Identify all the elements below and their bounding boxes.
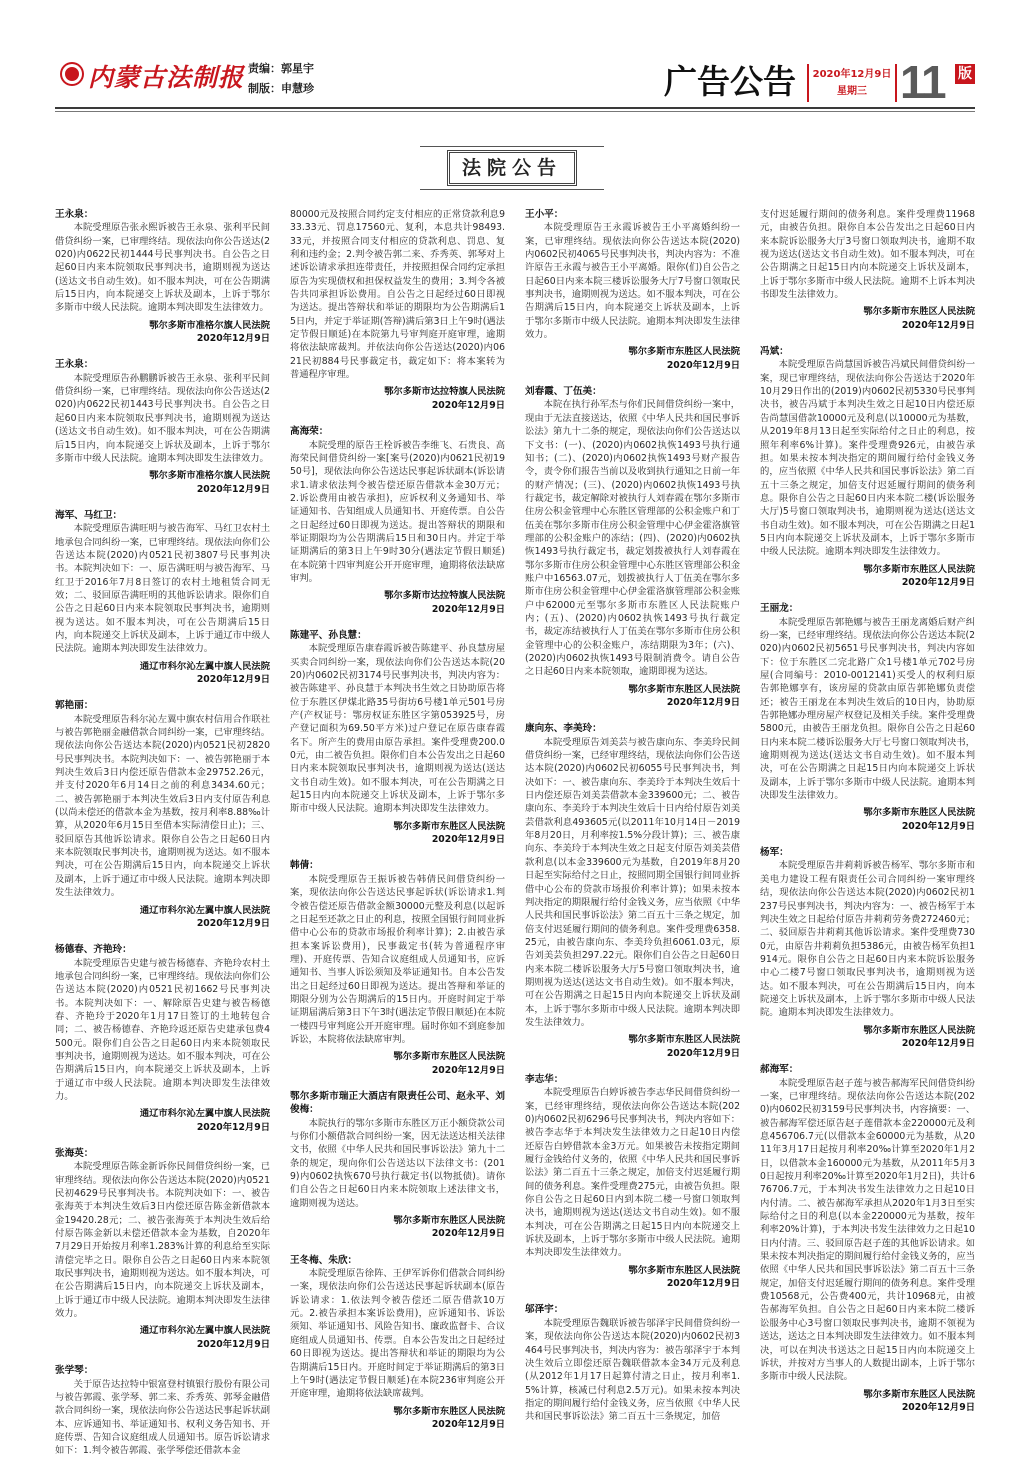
notice-body: 本院受理原告魏联诉被告邬泽宇民间借贷纠纷一案，现依法向你公告送达本院(2020)内0602民初3464号民事判决书，判决内容为：被告邬泽宇于本判决生效后立即偿还原告魏联借款本金34万元及利息(从2012年1月17日起算付清之日止，按月利率1.5%计算，核减已付利息2.5万元)。如果未按本判决指定的期间履行给付金钱义务，应当依照《中华人民共和国民事诉讼法》第二百五十三条规定，加倍 (525, 1317, 740, 1423)
issue-date-box (807, 64, 897, 102)
notice-body: 本院受理原告郭艳娜与被告王丽龙离婚后财产纠纷一案，已经审理终结。现依法向你公告送达本院(2020)内0602民初5651号民事判决书，判决内容如下：位于东胜区二完北路广众1号楼1单元702号房屋(合同编号：2010-0012141)买受人的权利归原告郭艳娜享有，该房屋的贷款由原告郭艳娜负责偿还；被告王丽龙在本判决生效后的10日内，协助原告郭艳娜办理房屋产权登记及相关手续。案件受理费5800元，由被告王丽龙负担。限你自公告之日起60日内来本院二楼诉讼服务大厅七号窗口领取判决书，逾期则视为送达(送达文书自动生效)。如不服本判决，可在公告期满之日起15日内向本院递交上诉状及副本，上诉于鄂尔多斯市中级人民法院。逾期本判决即发生法律效力。 (760, 616, 975, 802)
notice-date: 2020年12月9日 (901, 576, 975, 588)
notice-addressee: 王永泉： (55, 359, 94, 371)
notice-continuation (760, 208, 975, 332)
notice-column-3 (525, 208, 740, 1458)
notice-body: 本院受理原告孙鹏鹏诉被告王永泉、张利平民间借贷纠纷一案，已审理终结。现依法向你公告送达(2020)内0622民初1443号民事判决书。自公告之日起60日内来本院领取民事判决书，逾期则视为送达(送达文书自动生效)。如不服本判决，可在公告期满后15日内，向本院递交上诉状及副本，上诉于鄂尔多斯市中级人民法院。逾期本判决即发生法律效力。 (55, 372, 270, 464)
court-notice (290, 425, 505, 616)
notice-body: 本院受理原告尚慧国诉被告冯斌民间借贷纠纷一案，现已审理终结，现依法向你公告送达于2020年10月29日作出的(2019)内0602民初5330号民事判决书，被告冯斌于本判决生效之日起10日内偿还原告尚慧国借款10000元及利息(以10000元为基数，从2019年8月13日起至实际给付之日止的利息，按照年利率6%计算)。案件受理费926元，由被告承担。如果未按本判决指定的期间履行给付金钱义务的，应当依照《中华人民共和国民事诉讼法》第二百五十三条之规定，加倍支付迟延履行期间的债务利息。限你自公告之日起60日内来本院二楼(诉讼服务大厅)5号窗口领取判决书，逾期则视为送达(送达文书自动生效)。如不服本判决，可在公告期满之日起15日内向本院递交上诉状及副本，上诉于鄂尔多斯市中级人民法院。逾期本判决即发生法律效力。 (760, 359, 975, 558)
notice-date: 2020年12月9日 (666, 359, 740, 371)
notice-addressee: 康向东、李美玲： (525, 723, 602, 735)
notice-addressee: 郝海军： (760, 1064, 799, 1076)
notice-court: 通辽市科尔沁左翼中旗人民法院 (139, 904, 270, 916)
layout-credit: 制版：申慧珍 (248, 82, 314, 95)
notice-addressee: 冯斌： (760, 346, 789, 358)
banner-rule-top (420, 146, 604, 147)
notice-court: 鄂尔多斯市东胜区人民法院 (628, 1264, 740, 1276)
court-notice (290, 859, 505, 1077)
court-notice (760, 846, 975, 1050)
notice-court: 鄂尔多斯市东胜区人民法院 (628, 1034, 740, 1046)
court-notice (290, 1254, 505, 1431)
notice-addressee: 高海荣： (290, 426, 329, 438)
notice-date: 2020年12月9日 (196, 483, 270, 495)
editor-credit: 责编：郭星宇 (248, 62, 314, 75)
notice-date: 2020年12月9日 (431, 1228, 505, 1240)
notice-continuation (290, 208, 505, 412)
court-notice (55, 358, 270, 495)
notice-date: 2020年12月9日 (431, 1064, 505, 1076)
notice-date: 2020年12月9日 (901, 319, 975, 331)
notice-court: 通辽市科尔沁左翼中旗人民法院 (139, 1325, 270, 1337)
notice-addressee: 张学琴： (55, 1365, 94, 1377)
court-notice (55, 1364, 270, 1457)
header-divider (55, 107, 975, 109)
notice-court: 鄂尔多斯市东胜区人民法院 (863, 1388, 975, 1400)
notice-date: 2020年12月9日 (666, 1047, 740, 1059)
notice-addressee: 张海英： (55, 1148, 94, 1159)
notice-date: 2020年12月9日 (666, 697, 740, 709)
notice-date: 2020年12月9日 (431, 399, 505, 411)
court-notice (760, 602, 975, 833)
notice-body: 本院受理原告陈金新诉你民间借贷纠纷一案，已审理终结。现依法向你公告送达本院(2020)内0521民初4629号民事判决书。本院判决如下：一、被告张海英于本判决生效后3日内偿还原告陈金新借款本金19420.28元；二、被告张海英于本判决生效后给付原告陈金新以未偿还借款本金为基数，自2020年7月29日开始按月利率1.283%计算的利息给至实际清偿完毕之日。限你自公告之日起60日内来本院领取民事判决书，逾期则视为送达。如不服本判决，可在公告期满后15日内，向本院递交上诉状及副本，上诉于通辽市中级人民法院。逾期本判决即发生法律效力。 (55, 1161, 270, 1320)
court-notice (525, 385, 740, 709)
notice-body: 本院受理原告史建与被告杨德春、齐艳玲农村土地承包合同纠纷一案，已审理终结。现依法向你们公告送达本院(2020)内0521民初1662号民事判决书。本院判决如下：一、解除原告史建与被告杨德春、齐艳玲于2020年1月17日签订的土地转包合同；二、被告杨德春、齐艳玲返还原告史建承包费4500元。限你们自公告之日起60日内来本院领取民事判决书，逾期则视为送达。如不服本判决，可在公告期满后15日内，向本院递交上诉状及副本，上诉于通辽市中级人民法院。逾期本判决即发生法律效力。 (55, 957, 270, 1102)
notice-addressee: 杨德春、齐艳玲： (55, 944, 132, 956)
notice-column-1 (55, 208, 270, 1458)
court-notice (55, 208, 270, 345)
page-suffix: 版 (955, 64, 975, 84)
notice-date: 2020年12月9日 (196, 1121, 270, 1133)
notice-court: 鄂尔多斯市东胜区人民法院 (863, 563, 975, 575)
notice-date: 2020年12月9日 (666, 1278, 740, 1290)
notice-addressee: 海军、马红卫： (55, 509, 123, 521)
page-number: 11 (900, 56, 945, 108)
notice-court: 鄂尔多斯市东胜区人民法院 (863, 1024, 975, 1036)
notice-addressee: 杨军： (760, 847, 789, 859)
notice-body: 本院受理原告王振诉被告韩倩民间借贷纠纷一案，现依法向你公告送达民事起诉状(诉讼请求1.判令被告偿还原告借款金额30000元整及利息(以起诉之日起至还款之日止的利息，按照全国银行间同业拆借中心公布的贷款市场报价利率计算)；2.由被告承担本案诉讼费用)，民事裁定书(转为普通程序审理)、开庭传票、告知合议庭组成人员通知书，应诉通知书、当事人诉讼须知及举证通知书。自本公告发出之日起经过60日即视为送达。提出答辩和举证的期限分别为公告期满后的15日内。开庭时间定于举证期届满后第3日下午3时(遇法定节假日顺延)在本院一楼四号审判庭公开开庭审理。届时你如不到庭参加诉讼，本院将依法缺席审判。 (290, 873, 505, 1045)
notice-addressee: 鄂尔多斯市瑞正大酒店有限责任公司、赵永平、刘俊梅： (290, 1090, 505, 1116)
court-notice (55, 509, 270, 686)
newspaper-emblem-icon (62, 64, 82, 84)
notice-court: 鄂尔多斯市准格尔旗人民法院 (149, 319, 270, 331)
court-notice (55, 1147, 270, 1351)
header-divider-thin (55, 111, 975, 112)
notice-body: 本院受理原告刘美芸与被告康向东、李美玲民间借贷纠纷一案，已经审理终结，现依法向你们公告送达本院(2020)内0602民初6055号民事判决书，判决如下：一、被告康向东、李美玲于本判决生效后十日内偿还原告刘美芸借款本金339600元；二、被告康向东、李美玲于本判决生效后十日内给付原告刘美芸借款利息493605元(以2011年10月14日－2019年8月20日，月利率按1.5%分段计算)；三、被告康向东、李美玲于本判决生效之日起支付原告刘美芸借款利息(以本金339600元为基数，自2019年8月20日起至实际给付之日止，按照同期全国银行间同业拆借中心公布的贷款市场报价利率计算)；如果未按本判决指定的期限履行给付金钱义务，应当依照《中华人民共和国民事诉讼法》第二百五十三条之规定，加倍支付迟延履行期间的债务利息。案件受理费6358.25元，由被告康向东、李美玲负担6061.03元，原告刘美芸负担297.22元。限你们自公告之日起60日内来本院二楼诉讼服务大厅5号窗口领取判决书，逾期则视为送达(送达文书自动生效)。如不服本判决，可在公告期满之日起15日内向本院递交上诉状及副本，上诉于鄂尔多斯市中级人民法院。逾期本判决即发生法律效力。 (525, 736, 740, 1028)
court-notice (525, 208, 740, 372)
notice-date: 2020年12月9日 (901, 820, 975, 832)
notice-date: 2020年12月9日 (431, 603, 505, 615)
notice-court: 鄂尔多斯市东胜区人民法院 (628, 346, 740, 358)
notice-addressee: 郭艳丽： (55, 700, 94, 712)
notice-date: 2020年12月9日 (196, 917, 270, 929)
notice-court: 鄂尔多斯市达拉特旗人民法院 (384, 590, 505, 602)
notice-court: 鄂尔多斯市东胜区人民法院 (393, 1051, 505, 1063)
issue-weekday: 星期三 (837, 86, 867, 97)
notice-date: 2020年12月9日 (901, 1037, 975, 1049)
notice-court: 鄂尔多斯市达拉特旗人民法院 (384, 386, 505, 398)
notice-body: 本院执行的鄂尔多斯市东胜区万正小额贷款公司与你们小额借款合同纠纷一案，因无法送达相关法律文书，依照《中华人民共和国民事诉讼法》第九十二条的规定，现向你们公告送达以下法律文书：(2019)内0602执恢670号执行裁定书(以物抵债)。请你们自公告之日起60日内来本院领取上述法律文书，逾期则视为送达。 (290, 1117, 505, 1209)
notice-addressee: 王丽龙： (760, 603, 799, 615)
notice-body: 本院受理原告白婷诉被告李志华民间借贷纠纷一案，已经审理终结，现依法向你公告送达本院(2020)内0602民初6296号民事判决书，判决内容如下：被告李志华于本判决发生法律效力之日起10日内偿还原告白婷借款本金3万元。如果被告未按指定期间履行金钱给付义务的，依照《中华人民共和国民事诉讼法》第二百五十三条之规定，加倍支付迟延履行期间的债务利息。案件受理费275元，由被告负担。限你自公告之日起60日内到本院二楼一号窗口领取判决书，逾期则视为送达(送达文书自动生效)。如不服本判决，可在公告期满之日起15日内向本院递交上诉状及副本，上诉于鄂尔多斯市中级人民法院。逾期本判决即发生法律效力。 (525, 1087, 740, 1259)
notice-date: 2020年12月9日 (196, 333, 270, 345)
notice-body: 本院受理原告科尔沁左翼中旗农村信用合作联社与被告郭艳丽金融借款合同纠纷一案，已审理终结。现依法向你公告送达本院(2020)内0521民初2820号民事判决书。本院判决如下：一、被告郭艳丽于本判决生效后3日内偿还原告借款本金29752.26元，并支付2020年6月14日之前的利息3434.60元；二、被告郭艳丽于本判决生效后3日内支付原告利息(以尚未偿还的借款本金为基数，按月利率8.88‰计算，从2020年6月15日至借本实际清偿日止)；三、驳回原告其他诉讼请求。限你自公告之日起60日内来本院领取民事判决书，逾期则视为送达。如不服本判决，可在公告期满后15日内，向本院递交上诉状及副本，上诉于通辽市中级人民法院。逾期本判决即发生法律效力。 (55, 713, 270, 899)
notice-body: 本院受理原告康春霞诉被告陈建平、孙良慧房屋买卖合同纠纷一案，现依法向你们公告送达本院(2020)内0602民初3174号民事判决书，判决内容为：被告陈建平、孙良慧于本判决书生效之日协助原告将位于东胜区伊煤北路35号街坊6号楼1单元501号房产(产权证号：鄂房权证东胜区字第053925号，房产登记面积为69.50平方米)过户登记在原告康春霞名下。所产生的费用由原告承担。案件受理费200.00元，由二被告负担。限你们自本公告发出之日起60日内来本院领取民事判决书，逾期则视为送达(送达文书自动生效)。如不服本判决，可在公告期满之日起15日内向本院递交上诉状及副本，上诉于鄂尔多斯市中级人民法院。逾期本判决即发生法律效力。 (290, 643, 505, 815)
notice-court: 鄂尔多斯市东胜区人民法院 (393, 1405, 505, 1417)
notice-body: 本院受理原告井莉莉诉被告杨军、鄂尔多斯市和美电力建设工程有限责任公司合同纠纷一案审理终结，现依法向你公告送达本院(2020)内0602民初1237号民事判决书，判决内容为：一、被告杨军于本判决生效之日起给付原告井莉莉劳务费272460元；二、驳回原告井莉莉其他诉讼请求。案件受理费7300元，由原告井莉莉负担5386元，由被告杨军负担1914元。限你自公告之日起60日内来本院诉讼服务中心二楼7号窗口领取民事判决书，逾期则视为送达。如不服本判决，可在公告期满后15日内，向本院递交上诉状及副本，上诉于鄂尔多斯市中级人民法院。逾期本判决即发生法律效力。 (760, 860, 975, 1019)
notice-court: 鄂尔多斯市东胜区人民法院 (863, 807, 975, 819)
notice-body: 支付迟延履行期间的债务利息。案件受理费11968元，由被告负担。限你自本公告发出之日起60日内来本院诉讼服务大厅3号窗口领取判决书，逾期不取视为送达(送达文书自动生效)。如不服本判决，可在公告期满之日起15日内向本院递交上诉状及副本，上诉于鄂尔多斯市中级人民法院。逾期不上诉本判决书即发生法律效力。 (760, 209, 975, 301)
notice-addressee: 陈建平、孙良慧： (290, 629, 367, 641)
notice-court: 鄂尔多斯市东胜区人民法院 (393, 820, 505, 832)
notice-body: 关于原告达拉特中银富登村镇银行股份有限公司与被告郭霞、张学琴、郭二来、乔秀英、郭琴金融借款合同纠纷一案，现依法向你公告送达民事起诉状副本、应诉通知书、举证通知书、权利义务告知书、开庭传票、告知合议庭组成人员通知书。原告诉讼请求如下：1.判令被告郭霞、张学琴偿还借款本金 (55, 1378, 270, 1457)
notice-body: 本院受理原告满旺明与被告海军、马红卫农村土地承包合同纠纷一案，已审理终结。现依法向你们公告送达本院(2020)内0521民初3807号民事判决书。本院判决如下：一、原告满旺明与被告海军、马红卫于2016年7月8日签订的农村土地租赁合同无效；二、驳回原告满旺明的其他诉讼请求。限你们自公告之日起60日内来本院领取民事判决书，逾期则视为送达。如不服本判决，可在公告期满后15日内，向本院递交上诉状及副本，上诉于通辽市中级人民法院。逾期本判决即发生法律效力。 (55, 523, 270, 655)
notice-date: 2020年12月9日 (431, 834, 505, 846)
court-notice (290, 629, 505, 847)
notice-court: 鄂尔多斯市东胜区人民法院 (628, 683, 740, 695)
notice-date: 2020年12月9日 (196, 1338, 270, 1350)
notice-addressee: 王永泉： (55, 209, 94, 220)
notice-addressee: 李志华： (525, 1073, 564, 1085)
notice-body: 本院受理原告张永熙诉被告王永泉、张利平民间借贷纠纷一案，已审理终结。现依法向你公告送达(2020)内0622民初1444号民事判决书。自公告之日起60日内来本院领取民事判决书，逾期则视为送达(送达文书自动生效)。如不服本判决，可在公告期满后15日内，向本院递交上诉状及副本，上诉于鄂尔多斯市中级人民法院。逾期本判决即发生法律效力。 (55, 222, 270, 314)
notice-addressee: 王冬梅、朱欣： (290, 1254, 358, 1266)
court-notice (290, 1090, 505, 1241)
notice-court: 鄂尔多斯市东胜区人民法院 (863, 306, 975, 318)
notice-court: 鄂尔多斯市东胜区人民法院 (393, 1215, 505, 1227)
court-notice (55, 699, 270, 930)
banner-rule-bottom (420, 189, 604, 190)
court-notice (760, 1063, 975, 1414)
notice-body: 本院受理原告赵子莲与被告郝海军民间借贷纠纷一案，已审理终结。现依法向你公告送达本院(2020)内0602民初3159号民事判决书，内容摘要：一、被告郝海军偿还原告赵子莲借款本金220000元及利息456706.7元(以借款本金60000元为基数，从2011年3月17日起按月利率20‰计算至2020年1月2日，以借款本金160000元为基数，从2011年5月30日起按月利率20‰计算至2020年1月2日)，共计676706.7元，于本判决书发生法律效力之日起10日内付清。二、被告郝海军承担从2020年1月3日至实际给付之日的利息(以本金220000元为基数，按年利率20%计算)，于本判决书发生法律效力之日起10日内付清。三、驳回原告赵子莲的其他诉讼请求。如果未按本判决指定的期间履行给付金钱义务的，应当依照《中华人民共和国民事诉讼法》第二百五十三条规定，加倍支付迟延履行期间的债务利息。案件受理费10568元，公告费400元，共计10968元，由被告郝海军负担。自公告之日起60日内来本院二楼诉讼服务中心3号窗口领取民事判决书，逾期不领视为送达，送达之日本判决即发生法律效力。如不服本判决，可以在判决书送达之日起15日内向本院递交上诉状，并按对方当事人的人数提出副本，上诉于鄂尔多斯市中级人民法院。 (760, 1077, 975, 1383)
notice-date: 2020年12月9日 (431, 1418, 505, 1430)
notice-body: 本院受理原告徐阵、王伊军诉你们借款合同纠纷一案，现依法向你们公告送达民事起诉状副本(原告诉讼请求：1.依法判令被告偿还二原告借款10万元。2.被告承担本案诉讼费用)，应诉通知书、诉讼须知、举证通知书、风险告知书、廉政监督卡、合议庭组成人员通知书、传票。自本公告发出之日起经过60日即视为送达。提出答辩状和举证的期限均为公告期满后15日内。开庭时间定于举证期满后的第3日上午9时(遇法定节假日顺延)在本院236审判庭公开开庭审理，逾期将依法缺席裁判。 (290, 1268, 505, 1400)
notice-addressee: 邬泽宇： (525, 1304, 564, 1316)
notice-body: 本院在执行孙军杰与你们民间借贷纠纷一案中，现由于无法直接送达，依照《中华人民共和国民事诉讼法》第九十二条的规定，现依法向你们公告送达以下文书：(一)、(2020)内0602执恢1493号执行通知书；(二)、(2020)内0602执恢1493号财产报告令，责令你们报告当前以及收到执行通知之日前一年的财产情况；(三)、(2020)内0602执恢1493号执行裁定书，裁定解除对被执行人刘春霞在鄂尔多斯市住房公积金管理中心东胜区管理部的公积金账户和丁伍美在鄂尔多斯市住房公积金管理中心伊金霍洛旗管理部的公积金账户的冻结；(四)、(2020)内0602执恢1493号执行裁定书，裁定划拨被执行人刘春霞在鄂尔多斯市住房公积金管理中心东胜区管理部公积金账户中16563.07元，划拨被执行人丁伍美在鄂尔多斯市住房公积金管理中心伊金霍洛旗管理部公积金账户中62000元至鄂尔多斯市东胜区人民法院账户内；(五)、(2020)内0602执恢1493号执行裁定书，裁定冻结被执行人丁伍美在鄂尔多斯市住房公积金管理中心的公积金账户，冻结期限为3年；(六)、(2020)内0602执恢1493号限制消费令。请自公告之日起60日内来本院领取，逾期即视为送达。 (525, 399, 740, 678)
notice-addressee: 王小平： (525, 209, 564, 220)
notice-court: 鄂尔多斯市准格尔旗人民法院 (149, 470, 270, 482)
notice-body: 本院受理的原告王栓诉被告李维飞、石贵良、高海荣民间借贷纠纷一案[案号(2020)内0621民初1950号]，现依法向你公告送达民事起诉状副本(诉讼请求1.请求依法判令被告偿还原告借款本金30万元；2.诉讼费用由被告承担)，应诉权利义务通知书、举证通知书、告知组成人员通知书、开庭传票。自公告之日起经过60日即视为送达。提出答辩状的期限和举证期限均为公告期满后15日和30日内。并定于举证期满后的第3日上午9时30分(遇法定节假日顺延)在本院第十四审判庭公开开庭审理，逾期将依法缺席审判。 (290, 439, 505, 584)
newspaper-logo: 内蒙古法制报 (88, 63, 245, 92)
issue-date: 2020年12月9日 (812, 69, 892, 80)
notice-column-2 (290, 208, 505, 1458)
notice-body: 80000元及按照合同约定支付相应的正常贷款利息933.33元、罚息17560元、复利，本息共计98493.33元，并按照合同支付相应的贷款利息、罚息、复利和违约金；2.判令被告郭二来、乔秀英、郭琴对上述诉讼请求承担连带责任，并按照担保合同约定承担原告为实现债权和担保权益发生的费用；3.判令各被告共同承担诉讼费用。自公告之日起经过60日即视为送达。提出答辩状和举证的期限均为公告期满后15日内，并定于举证期(答辩)满后第3日上午9时(遇法定节假日顺延)在本院第九号审判庭开庭审理，逾期将依法缺席裁判。并依法向你公告送达(2020)内0621民初884号民事裁定书，裁定如下：将本案转为普通程序审理。 (290, 209, 505, 381)
court-notice (525, 1303, 740, 1423)
notice-body: 本院受理原告王永霞诉被告王小平离婚纠纷一案，已审理终结。现依法向你公告送达本院(2020)内0602民初4065号民事判决书，判决内容为：不准许原告王永霞与被告王小平离婚。限你(们)自公告之日起60日内来本院三楼诉讼服务大厅7号窗口领取民事判决书，逾期则视为送达。如不服本判决，可在公告期满后15日内，向本院递交上诉状及副本，上诉于鄂尔多斯市中级人民法院。逾期本判决即发生法律效力。 (525, 222, 740, 341)
court-notice (525, 1073, 740, 1291)
court-notice (525, 722, 740, 1060)
court-notice (55, 943, 270, 1134)
section-title: 广告公告 (664, 62, 796, 101)
court-notices-banner: 法院公告 (447, 150, 577, 186)
notice-court: 通辽市科尔沁左翼中旗人民法院 (139, 1108, 270, 1120)
notice-addressee: 韩倩： (290, 860, 319, 872)
notice-date: 2020年12月9日 (196, 674, 270, 685)
notice-column-4 (760, 208, 975, 1458)
notice-addressee: 刘春霞、丁伍美： (525, 386, 602, 398)
court-notice (760, 345, 975, 589)
notice-court: 通辽市科尔沁左翼中旗人民法院 (139, 660, 270, 672)
notice-date: 2020年12月9日 (901, 1401, 975, 1413)
